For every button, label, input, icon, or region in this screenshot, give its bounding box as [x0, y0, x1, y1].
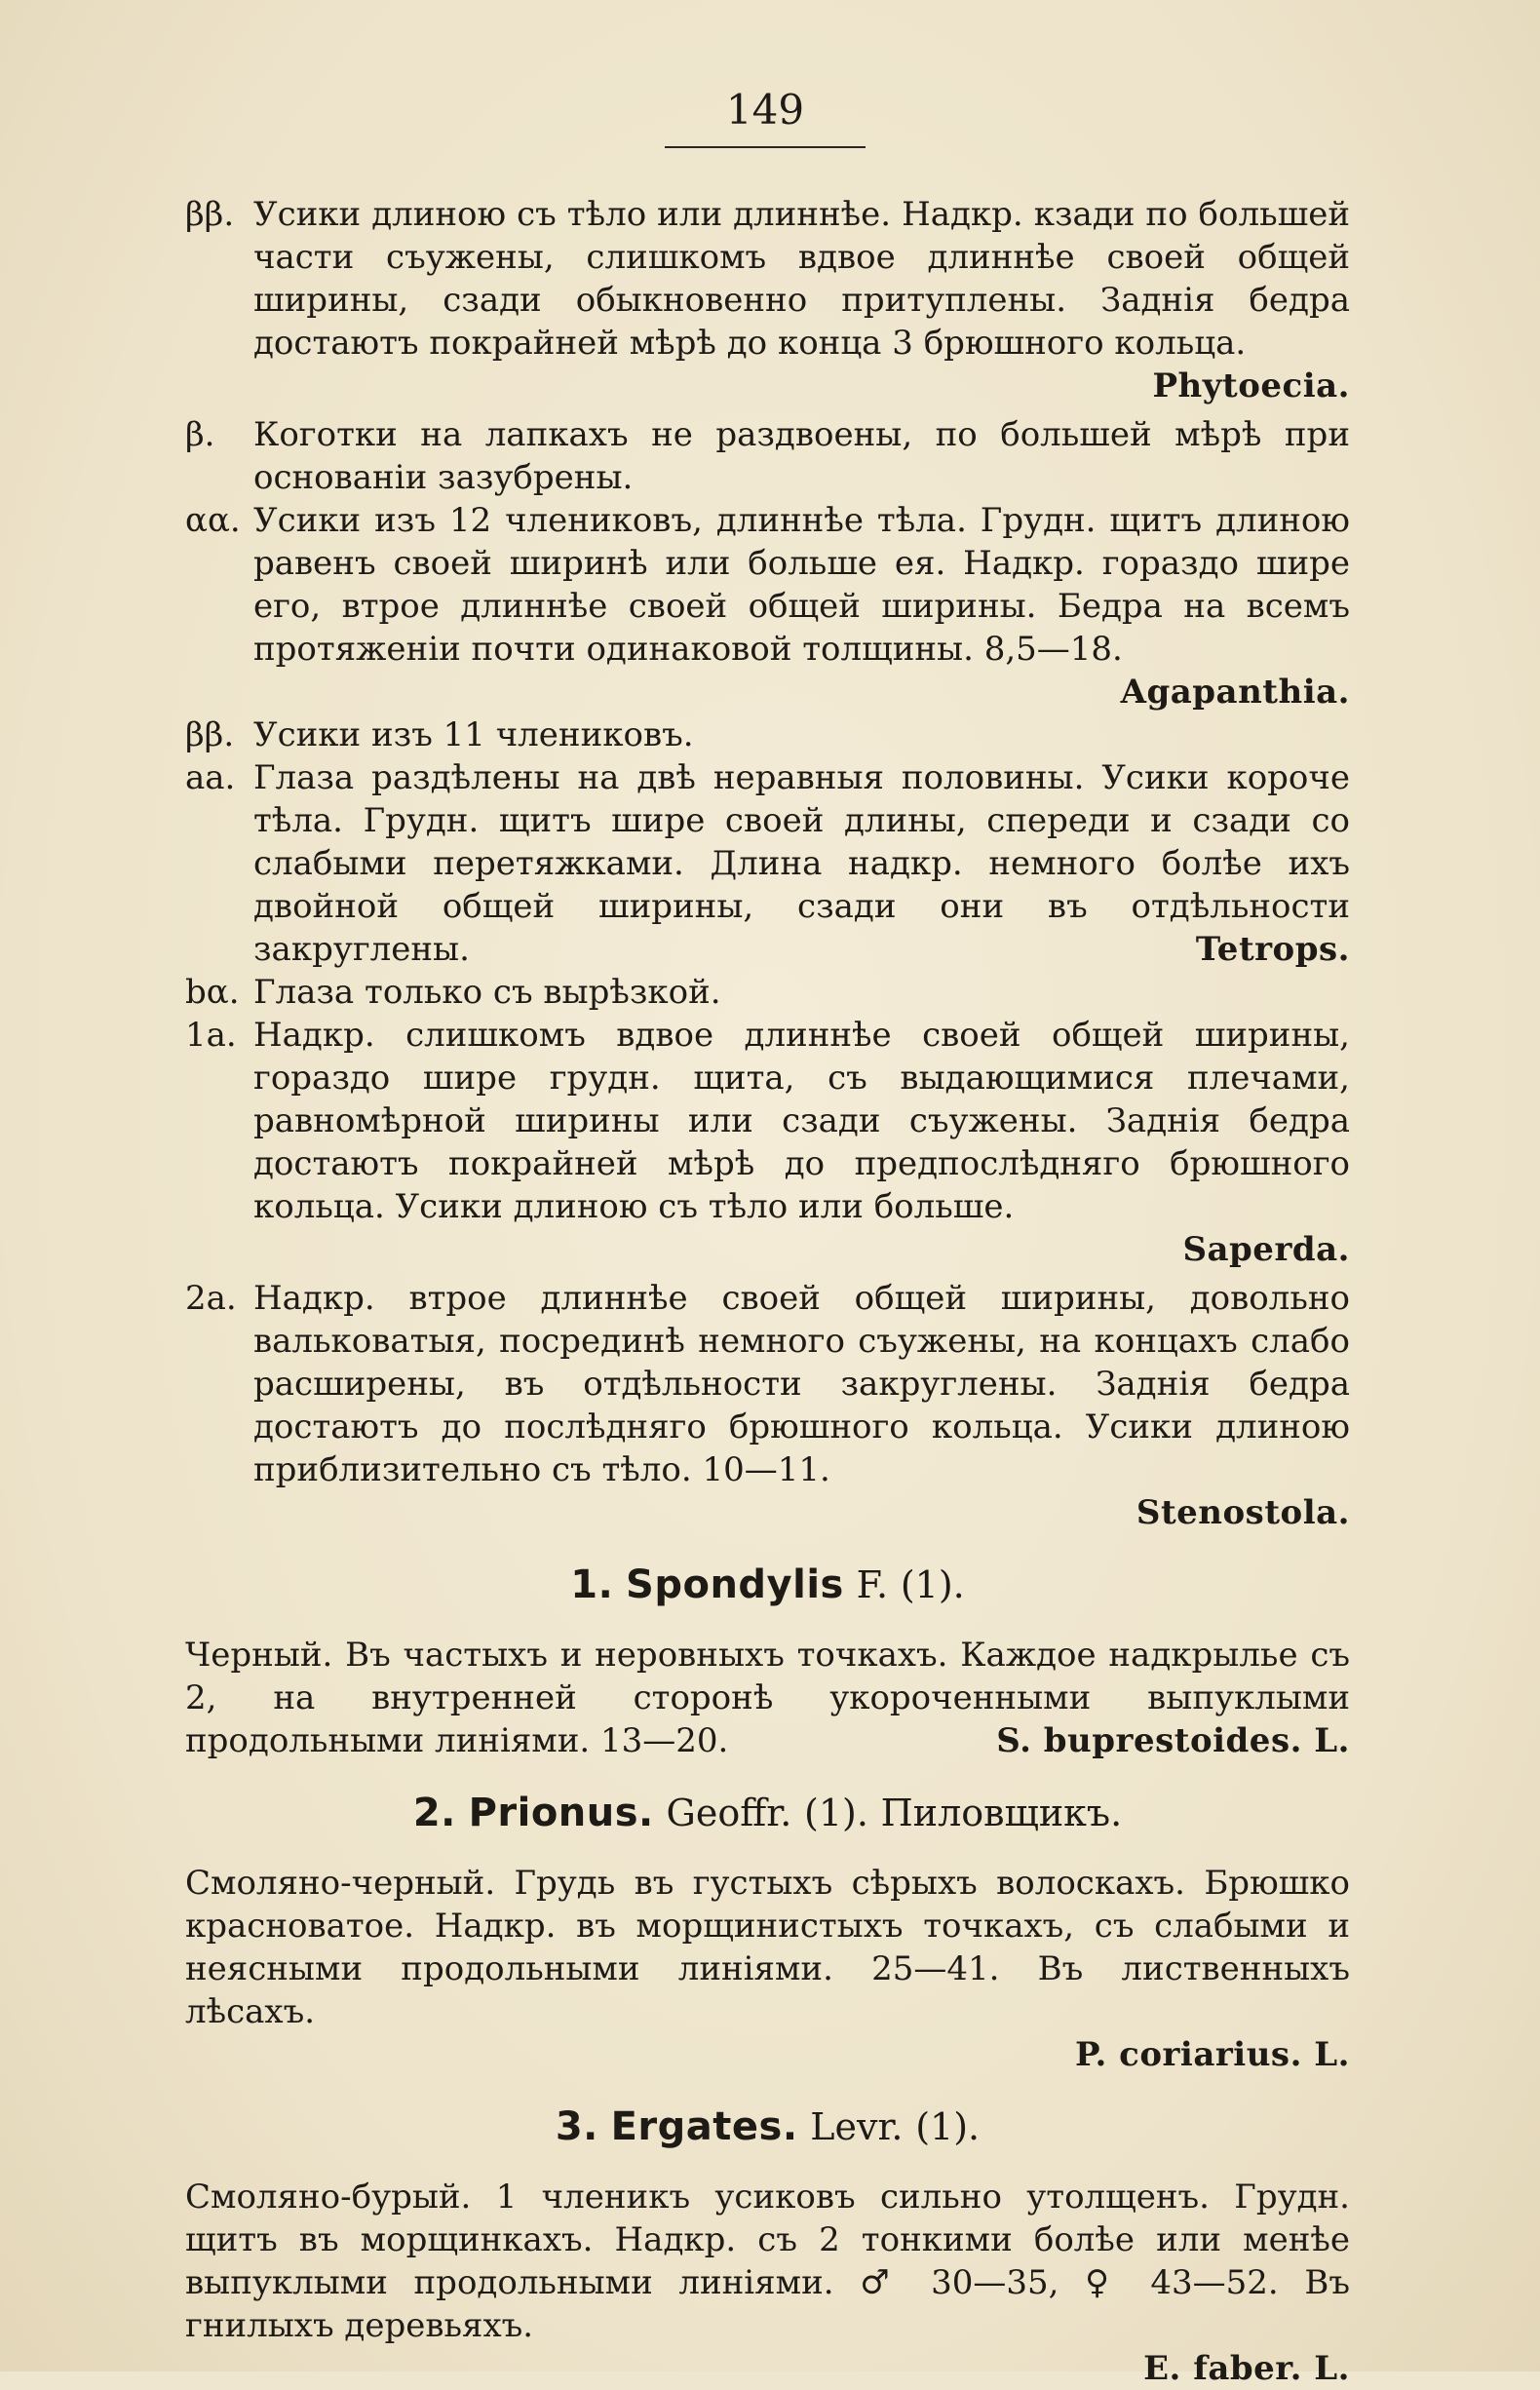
key-genus: Saperda.: [1182, 1230, 1350, 1269]
key-text: Усики изъ 12 члениковъ, длиннѣе тѣла. Грудн. щитъ длиною равенъ своей ширинѣ или больше ея. Надкр. гораздо шире его, втрое длиннѣе своей общей ширины. Бедра на всемъ протяженіи почти одинаковой толщины. 8,5—18.: [253, 501, 1350, 669]
key-text-block: [253, 1014, 1350, 1271]
key-text-block: [253, 499, 1350, 713]
heading-number: 1.: [570, 1562, 614, 1607]
heading-author: F.: [856, 1563, 889, 1606]
key-genus: Tetrops.: [1195, 930, 1350, 969]
key-entry: [185, 713, 1350, 756]
key-text: Надкр. втрое длиннѣе своей общей ширины, довольно вальковатыя, посрединѣ немного съужены, на концахъ слабо расширены, въ отдѣльности закруглены. Заднія бедра достаютъ до послѣдняго брюшного кольца. Усики длиною приблизительно съ тѣло. 10—11.: [253, 1279, 1350, 1489]
description-text: Черный. Въ частыхъ и неровныхъ точкахъ. Каждое надкрылье съ 2, на внутренней сторонѣ укороченными выпуклыми продольными линіями. 13—20.: [185, 1636, 1350, 1760]
key-genus: Stenostola.: [1136, 1493, 1350, 1532]
heading-genus: Prionus.: [468, 1791, 654, 1835]
key-text: Коготки на лапкахъ не раздвоены, по большей мѣрѣ при основаніи зазубрены.: [253, 415, 1350, 497]
heading-genus: Spondylis: [626, 1562, 844, 1607]
key-entry: [185, 1014, 1350, 1271]
key-text-block: [253, 713, 1350, 756]
description-text: Смоляно-черный. Грудь въ густыхъ сѣрыхъ волоскахъ. Брюшко красноватое. Надкр. въ морщинистыхъ точкахъ, съ слабыми и неясными продольными линіями. 25—41. Въ лиственныхъ лѣсахъ.: [185, 1864, 1350, 2031]
key-text: Усики длиною съ тѣло или длиннѣе. Надкр. кзади по большей части съужены, слишкомъ вдвое длиннѣе своей общей ширины, сзади обыкновенно притуплены. Заднія бедра достаютъ покрайней мѣрѣ до конца 3 брюшного кольца.: [253, 195, 1350, 363]
key-marker: bα.: [185, 973, 240, 1012]
key-marker: 1a.: [185, 1016, 237, 1055]
heading-author: Geoffr.: [666, 1792, 792, 1834]
species-description: [185, 1634, 1350, 1762]
heading-common-name: Пиловщикъ.: [880, 1792, 1123, 1834]
key-entry: [185, 499, 1350, 713]
key-marker: 2a.: [185, 1279, 237, 1318]
key-entry: [185, 1277, 1350, 1534]
species-description: [185, 1862, 1350, 2076]
key-text-block: [253, 413, 1350, 499]
key-marker: ββ.: [185, 715, 235, 754]
species-description: [185, 2176, 1350, 2390]
heading-number: 2.: [412, 1791, 456, 1835]
key-marker: β.: [185, 415, 215, 454]
genus-heading: [185, 1561, 1350, 1608]
page-number: 149: [725, 86, 805, 134]
key-text: Глаза только съ вырѣзкой.: [253, 973, 721, 1012]
key-text: Надкр. слишкомъ вдвое длиннѣе своей общей ширины, гораздо шире грудн. щита, съ выдающимися плечами, равномѣрной ширины или сзади съужены. Заднія бедра достаютъ покрайней мѣрѣ до предпослѣдняго брюшного кольца. Усики длиною съ тѣло или больше.: [253, 1016, 1350, 1226]
key-entry: [185, 413, 1350, 499]
species-name: E. faber. L.: [1143, 2349, 1350, 2388]
key-entry: [185, 756, 1350, 971]
heading-count: (1).: [804, 1792, 868, 1834]
genus-heading: [185, 2103, 1350, 2150]
key-genus: Phytoecia.: [1152, 366, 1350, 405]
genus-heading: [185, 1790, 1350, 1836]
key-text-block: [253, 1277, 1350, 1534]
key-entry: [185, 193, 1350, 407]
key-text-block: [253, 971, 1350, 1014]
key-text-block: [253, 756, 1350, 971]
key-text-block: [253, 193, 1350, 407]
heading-author: Levr.: [810, 2105, 904, 2148]
heading-count: (1).: [900, 1563, 965, 1606]
heading-count: (1).: [915, 2105, 981, 2148]
key-text: Глаза раздѣлены на двѣ неравныя половины. Усики короче тѣла. Грудн. щитъ шире своей длины, спереди и сзади со слабыми перетяжками. Длина надкр. немного болѣе ихъ двойной общей ширины, сзади они въ отдѣльности закруглены.: [253, 758, 1350, 969]
key-marker: ββ.: [185, 195, 235, 234]
description-text: Смоляно-бурый. 1 членикъ усиковъ сильно утолщенъ. Грудн. щитъ въ морщинкахъ. Надкр. съ 2 тонкими болѣе или менѣе выпуклыми продольными линіями. ♂ 30—35, ♀ 43—52. Въ гнилыхъ деревьяхъ.: [185, 2178, 1350, 2345]
header-rule: [665, 146, 866, 148]
key-genus: Agapanthia.: [1120, 673, 1350, 712]
key-text: Усики изъ 11 члениковъ.: [253, 715, 694, 754]
heading-number: 3.: [555, 2104, 598, 2149]
heading-genus: Ergates.: [610, 2104, 798, 2149]
species-name: P. coriarius. L.: [1075, 2035, 1350, 2074]
species-name: S. buprestoides. L.: [996, 1721, 1350, 1760]
key-marker: aa.: [185, 758, 236, 797]
key-marker: αα.: [185, 501, 241, 540]
key-entry: [185, 971, 1350, 1014]
page-content: [185, 193, 1350, 2390]
